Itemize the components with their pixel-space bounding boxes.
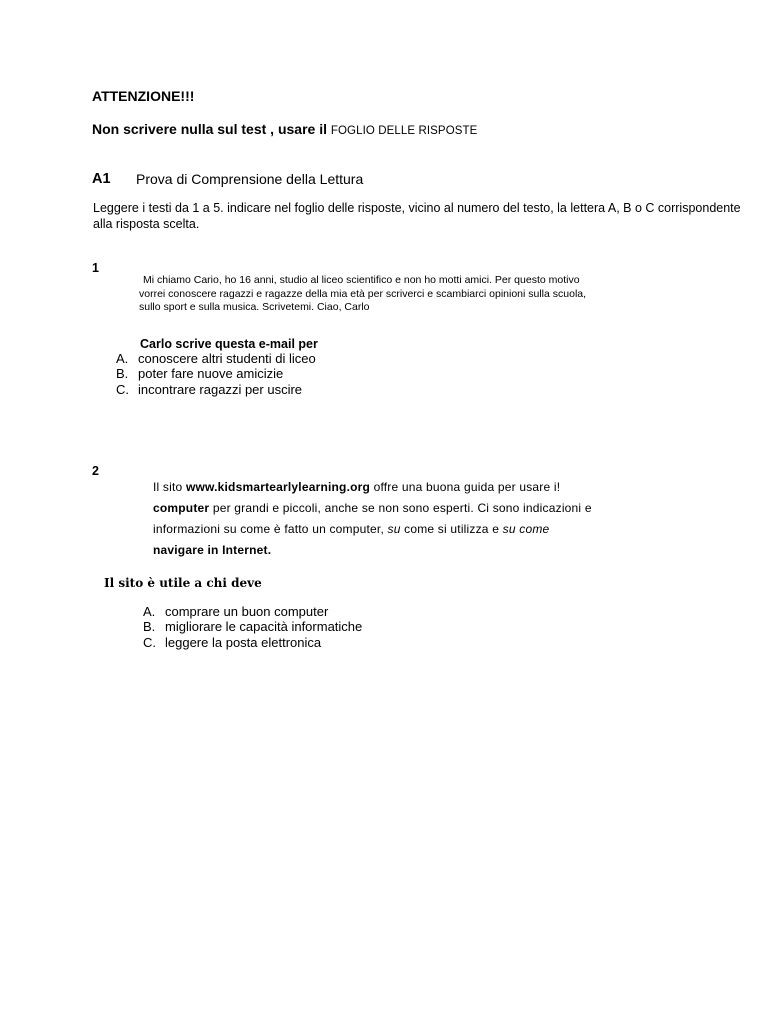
notice-line [92,121,477,137]
option-letter: C. [116,381,129,397]
passage-line [153,477,592,498]
passage-line [153,498,592,519]
text-bold: computer [153,501,210,515]
option-letter: B. [143,619,156,635]
passage-line: vorrei conoscere ragazzi e ragazze della mia età per scriverci e scambiarci opinioni sulla scuola, [139,287,587,300]
question-1-prompt: Carlo scrive questa e-mail per [140,337,318,351]
option-letter: A. [116,351,129,366]
notice-answer-sheet: FOGLIO DELLE RISPOSTE [330,125,478,137]
text-span: informazioni su come è fatto un computer, [153,522,388,536]
question-1-options [116,351,316,397]
text-span: Il sito [153,480,186,494]
text-italic: su [387,522,401,536]
option-text: poter fare nuove amicizie [138,366,284,382]
option-a [143,604,362,619]
text-span: offre una buona guida per usare i! [370,480,561,494]
question-2-number: 2 [92,464,99,478]
question-2-passage [153,477,592,561]
option-letter: A. [143,604,156,619]
instructions-text: Leggere i testi da 1 a 5. indicare nel foglio delle risposte, vicino al numero del testo, la lettera A, B o C corrispondente alla risposta scelta. [93,201,741,231]
question-2-options [143,604,362,650]
passage-line [153,540,592,561]
section-title: Prova di Comprensione della Lettura [136,171,364,187]
option-letter: C. [143,634,156,650]
site-link: www.kidsmartearlylearning.org [185,480,371,494]
section-code: A1 [92,171,111,187]
text-span: per grandi e piccoli, anche se non sono esperti. Ci sono indicazioni e [209,501,592,515]
option-c [143,635,362,650]
option-text: incontrare ragazzi per uscire [138,381,303,397]
option-a [116,351,316,366]
notice-main: Non scrivere nulla sul test , usare il [92,121,331,137]
option-text: migliorare le capacità informatiche [165,619,363,635]
passage-line: sullo sport e sulla musica. Scrivetemi. Ciao, Carlo [139,301,370,313]
option-letter: B. [116,366,129,382]
question-1-passage [139,274,586,315]
option-text: conoscere altri studenti di liceo [138,351,316,366]
option-b [116,366,316,381]
question-2-prompt: Il sito è utile a chi deve [104,576,262,590]
option-text: comprare un buon computer [165,604,329,619]
attention-heading: ATTENZIONE!!! [92,88,195,104]
passage-line: Mi chiamo Cario, ho 16 anni, studio al liceo scientifico e non ho motti amici. Per questo motivo [143,274,580,286]
option-c [116,382,316,397]
question-1-number: 1 [92,261,99,275]
option-text: leggere la posta elettronica [165,634,322,650]
passage-line [153,519,592,540]
text-span: come si utilizza e [400,522,503,536]
option-b [143,619,362,634]
text-italic: su come [502,522,550,536]
text-bold: navigare in Internet. [153,543,272,557]
